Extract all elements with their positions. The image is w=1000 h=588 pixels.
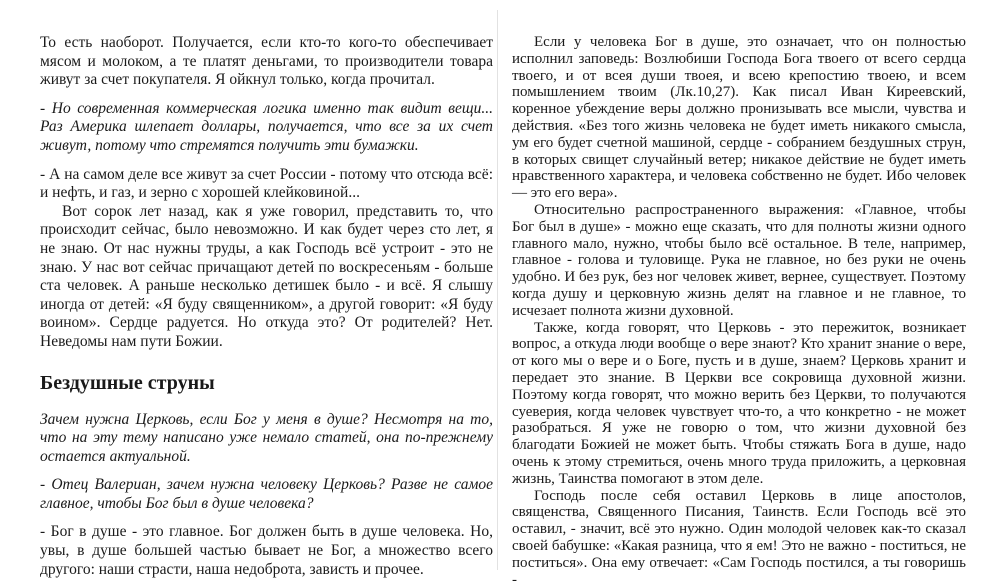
paragraph-forty-years: Вот сорок лет назад, как я уже говорил, представить то, что происходит сейчас, было невозможно. И как будет через сто лет, я не знаю. От нас нужны труды, а как Господь всё устроит - это не знаю. У нас вот сейчас причащают детей по воскресеньям - больше ста человек. А раньше несколько детишек было - и всё. Я слышу иногда от детей: «Я буду священником», а другой говорит: «Я буду воином». Сердце радуется. Но откуда это? От родителей? Нет. Неведомы нам пути Божии.	[40, 202, 493, 350]
paragraph-answer-god-in-soul: - Бог в душе - это главное. Бог должен быть в душе человека. Но, увы, в душе большей частью бывает не Бог, а множество всего другого: наши страсти, наша недоброта, зависть и прочее.	[40, 523, 493, 578]
page-divider	[497, 10, 498, 570]
right-page-column	[512, 34, 966, 588]
paragraph-section-intro-italic: Зачем нужна Церковь, если Бог у меня в душе? Несмотря на то, что на эту тему написано уже немало статей, она по-прежнему остается актуальной.	[40, 410, 493, 465]
paragraph-main-thing-expression: Относительно распространенного выражения: «Главное, чтобы Бог был в душе» - можно еще сказать, что для полноты жизни одного главного мало, нужно, чтобы было всё остальное. В теле, например, главное - голова и туловище. Рука не главное, но без руки не очень удобно. И без рук, без ног человек живет, вернее, существует. Поэтому когда душу и церковную жизнь делят на главное и не главное, то исчезает полнота жизни духовной.	[512, 201, 966, 319]
paragraph-commandment: Если у человека Бог в душе, это означает, что он полностью исполнил заповедь: Возлюбиши Господа Бога твоего от всего сердца твоего, и от всея души твоея, и всею крепостию твоею, и всем помышлением твоим (Лк.10,27). Как писал Иван Киреевский, коренное убеждение веры должно пронизывать все мысли, чувства и действия. «Без того жизнь человека не будет иметь никакого смысла, ум его будет счетной машиной, сердце - собранием бездушных струн, в которых свищет случайный ветер; никакое действие не будет иметь нравственного характера, и человека собственно не будет. Ибо человек — это его вера».	[512, 34, 966, 202]
paragraph-interviewer-remark-italic: - Но современная коммерческая логика именно так видит вещи... Раз Америка шлепает доллары, получается, что все за их счет живут, потому что стремятся получить эти бумажки.	[40, 99, 493, 154]
paragraph-church-relic-question: Также, когда говорят, что Церковь - это пережиток, возникает вопрос, а откуда люди вообще о вере знают? Кто хранит знание о вере, от кого мы о вере и о Боге, пусть и в душе, знаем? Церковь хранит и передает это знание. В Церкви все сокровища духовной жизни. Поэтому когда говорят, что можно верить без Церкви, то получаются суеверия, когда человек чувствует что-то, а что конкретно - не может разобраться. Я уже не говорю о том, что жизни духовной без благодати Божией не может быть. Чтобы стяжать Бога в душе, надо очень к этому стремиться, очень много труда приложить, а церковная жизнь, Таинства помогают в этом деле.	[512, 319, 966, 487]
paragraph-answer-russia: - А на самом деле все живут за счет России - потому что отсюда всё: и нефть, и газ, и зерно с хорошей клейковиной...	[40, 165, 493, 202]
section-heading: Бездушные струны	[40, 371, 215, 394]
paragraph-lord-left-church: Господь после себя оставил Церковь в лице апостолов, священства, Священного Писания, Таинств. Если Господь всё это оставил, - значит, всё это нужно. Один молодой человек как-то сказал своей бабушке: «Какая разница, что я ем! Это не важно - поститься, не поститься». Она ему отвечает: «Сам Господь постился, а ты говоришь -	[512, 487, 966, 588]
left-page-column	[40, 34, 493, 579]
paragraph-opening: То есть наоборот. Получается, если кто-то кого-то обеспечивает мясом и молоком, а те платят деньгами, то производители товара живут за счет покупателя. Я ойкнул только, когда прочитал.	[40, 34, 493, 89]
paragraph-interviewer-question-italic: - Отец Валериан, зачем нужна человеку Церковь? Разве не самое главное, чтобы Бог был в душе человека?	[40, 476, 493, 512]
